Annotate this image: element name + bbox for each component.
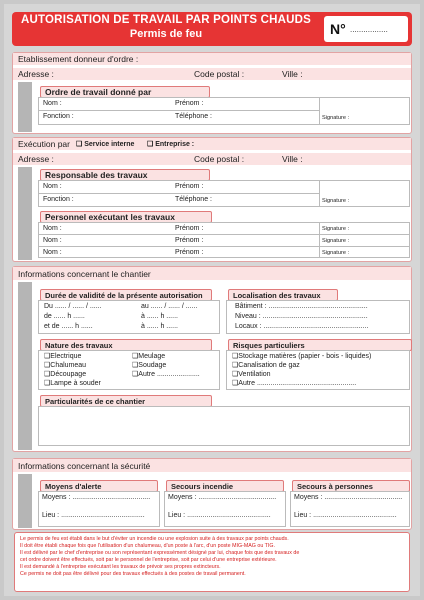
form-title: AUTORISATION DE TRAVAIL PAR POINTS CHAUDS xyxy=(21,14,311,26)
responsable-title: Responsable des travaux xyxy=(40,169,210,181)
pers-signature-1: Signature : xyxy=(322,226,350,232)
personnes-moyens[interactable]: Moyens : ........................................ xyxy=(294,494,403,501)
exec-ville-label: Ville : xyxy=(282,154,303,164)
left-grey-bar-3 xyxy=(18,282,32,450)
nature-meulage[interactable]: ❑Meulage xyxy=(132,353,166,360)
ordre-signature: Signature : xyxy=(322,115,350,121)
personnes-lieu[interactable]: Lieu : ........................................... xyxy=(294,512,397,519)
pers-prenom-3: Prénom : xyxy=(175,249,204,256)
ville-label: Ville : xyxy=(282,69,303,79)
nature-chalumeau[interactable]: ❑Chalumeau xyxy=(44,362,87,369)
duree-line-2-left[interactable]: de ...... h ...... xyxy=(44,313,85,320)
pers-prenom-1: Prénom : xyxy=(175,225,204,232)
ordre-box xyxy=(38,97,410,125)
execution-row xyxy=(13,138,411,150)
incendie-moyens[interactable]: Moyens : ........................................ xyxy=(168,494,277,501)
pers-nom-1: Nom : xyxy=(43,225,62,232)
nature-electrique[interactable]: ❑Electrique xyxy=(44,353,82,360)
ordre-nom: Nom : xyxy=(43,100,62,107)
nature-title: Nature des travaux xyxy=(40,339,212,351)
left-grey-bar-2 xyxy=(18,167,32,260)
alerte-moyens[interactable]: Moyens : ........................................ xyxy=(42,494,151,501)
particularites-title: Particularités de ce chantier xyxy=(40,395,212,407)
footer-line-5: Il est demandé à l'entreprise exécutant les travaux de prévoir ses propres extincteurs. xyxy=(20,564,221,570)
left-grey-bar xyxy=(18,82,32,132)
footer-line-4: cet ordre doivent être effectués, soit par le personnel de l'entreprise, soit par celui d'une entreprise extérieure. xyxy=(20,557,277,563)
resp-nom: Nom : xyxy=(43,183,62,190)
alerte-title: Moyens d'alerte xyxy=(40,480,158,492)
pers-signature-3: Signature : xyxy=(322,250,350,256)
risque-gaz[interactable]: ❑Canalisation de gaz xyxy=(232,362,300,369)
form-subtitle: Permis de feu xyxy=(129,28,203,40)
ordre-telephone: Téléphone : xyxy=(175,113,212,120)
securite-label: Informations concernant la sécurité xyxy=(18,461,151,471)
left-grey-bar-4 xyxy=(18,474,32,528)
duree-line-1-left[interactable]: Du ...... / ...... / ...... xyxy=(44,303,102,310)
ordre-title: Ordre de travail donné par xyxy=(40,86,210,98)
chantier-label: Informations concernant le chantier xyxy=(18,269,151,279)
footer-line-6: Ce permis ne doit pas être délivré pour des travaux effectués à des postes de travail permanent. xyxy=(20,571,246,577)
personnes-title: Secours à personnes xyxy=(292,480,410,492)
footer-line-2: Il doit être établi chaque fois que l'utilisation d'un chalumeau, d'un poste à l'arc, d'un poste MIG-MAG ou TIG. xyxy=(20,543,275,549)
resp-prenom: Prénom : xyxy=(175,183,204,190)
pers-nom-3: Nom : xyxy=(43,249,62,256)
exec-adresse-label: Adresse : xyxy=(18,154,54,164)
duree-title: Durée de validité de la présente autorisation xyxy=(40,289,212,301)
entreprise-checkbox[interactable]: ❑ Entreprise : xyxy=(147,141,195,148)
ordre-prenom: Prénom : xyxy=(175,100,204,107)
niveau-field[interactable]: Niveau : ...................................................... xyxy=(235,313,368,320)
particularites-box[interactable] xyxy=(38,406,410,446)
duree-line-1-right[interactable]: au ...... / ...... / ...... xyxy=(141,303,198,310)
locaux-field[interactable]: Locaux : ...................................................... xyxy=(235,323,369,330)
incendie-lieu[interactable]: Lieu : ........................................... xyxy=(168,512,271,519)
nature-decoupage[interactable]: ❑Découpage xyxy=(44,371,87,378)
footer-line-3: Il est délivré par le chef d'entreprise ou son représentant expressément désigné par lui, chaque fois que des travaux de xyxy=(20,550,300,556)
footer-notice xyxy=(14,532,410,592)
number-field[interactable]: ................. xyxy=(350,25,388,34)
duree-line-2-right[interactable]: à ...... h ...... xyxy=(141,313,178,320)
pers-prenom-2: Prénom : xyxy=(175,237,204,244)
resp-telephone: Téléphone : xyxy=(175,196,212,203)
nature-lampe-souder[interactable]: ❑Lampe à souder xyxy=(44,380,101,387)
footer-line-1: Le permis de feu est établi dans le but d'éviter un incendie ou une explosion suite à des travaux par points chauds. xyxy=(20,536,289,542)
risques-title: Risques particuliers xyxy=(228,339,412,351)
nature-autre[interactable]: ❑Autre ...................... xyxy=(132,371,200,378)
resp-signature: Signature : xyxy=(322,198,350,204)
localisation-title: Localisation des travaux xyxy=(228,289,338,301)
execution-label: Exécution par xyxy=(18,139,70,149)
personnel-title: Personnel exécutant les travaux xyxy=(40,211,212,223)
alerte-lieu[interactable]: Lieu : ........................................... xyxy=(42,512,145,519)
duree-line-3-left[interactable]: et de ...... h ...... xyxy=(44,323,93,330)
duree-line-3-right[interactable]: à ...... h ...... xyxy=(141,323,178,330)
risque-stockage[interactable]: ❑Stockage matières (papier - bois - liquides) xyxy=(232,353,372,360)
exec-code-postal-label: Code postal : xyxy=(194,154,245,164)
pers-signature-2: Signature : xyxy=(322,238,350,244)
risque-autre[interactable]: ❑Autre ................................................... xyxy=(232,380,357,387)
number-label: N° xyxy=(330,21,346,37)
nature-soudage[interactable]: ❑Soudage xyxy=(132,362,167,369)
resp-fonction: Fonction : xyxy=(43,196,74,203)
pers-nom-2: Nom : xyxy=(43,237,62,244)
batiment-field[interactable]: Bâtiment : ................................................... xyxy=(235,303,368,310)
adresse-label: Adresse : xyxy=(18,69,54,79)
etablissement-label: Etablissement donneur d'ordre : xyxy=(18,54,139,64)
service-interne-checkbox[interactable]: ❑ Service interne xyxy=(76,141,135,148)
risque-ventilation[interactable]: ❑Ventilation xyxy=(232,371,271,378)
code-postal-label: Code postal : xyxy=(194,69,245,79)
personnel-box xyxy=(38,222,410,258)
ordre-fonction: Fonction : xyxy=(43,113,74,120)
incendie-title: Secours incendie xyxy=(166,480,284,492)
